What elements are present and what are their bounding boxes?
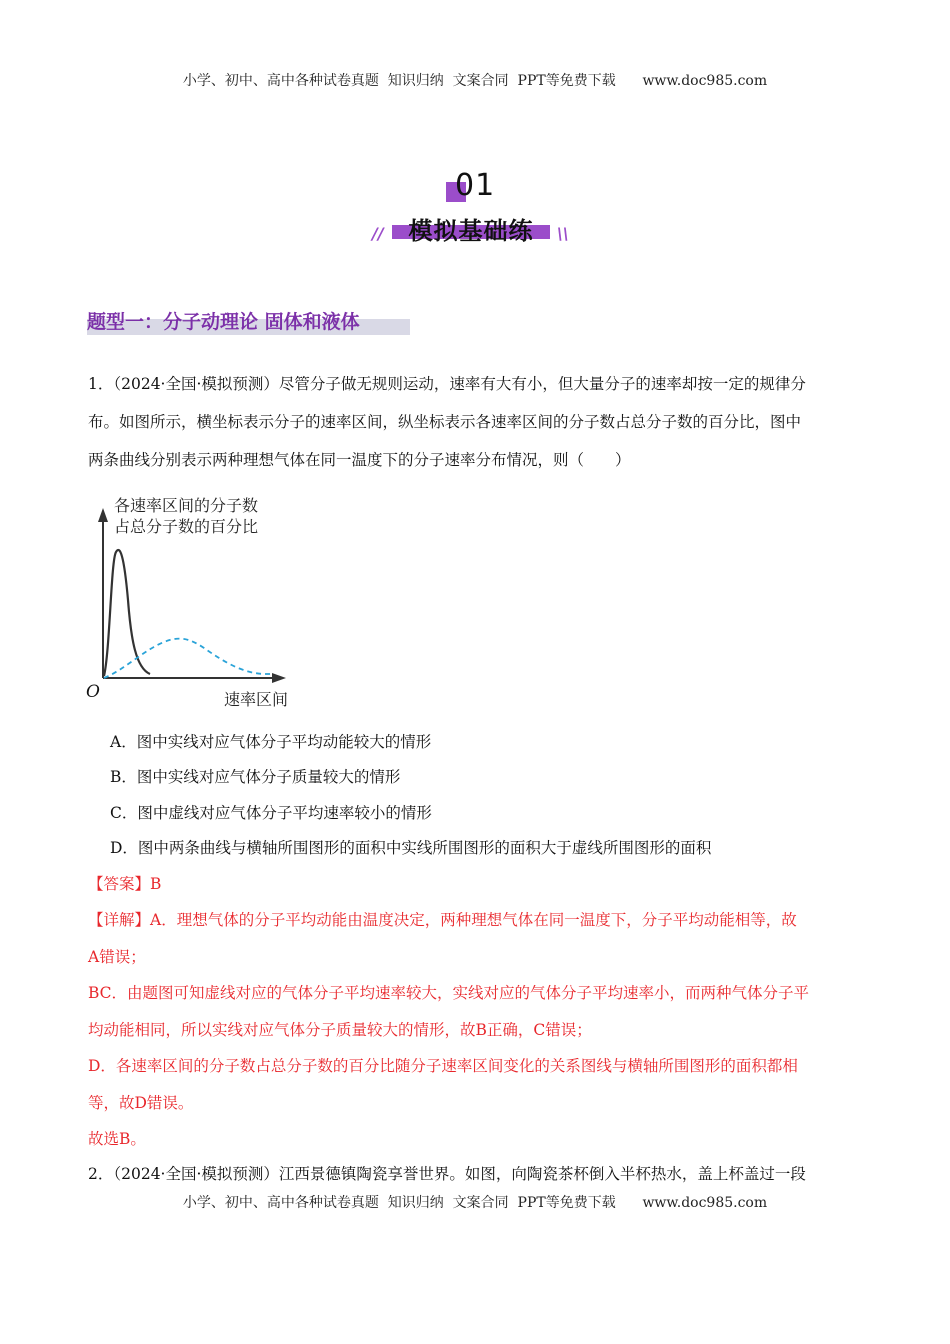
- header-text: 小学、初中、高中各种试卷真题 知识归纳 文案合同 PPT等免费下载: [182, 73, 616, 89]
- option-d: D．图中两条曲线与横轴所围图形的面积中实线所围图形的面积大于虚线所围图形的面积: [110, 839, 712, 857]
- badge-title-bar: [392, 211, 550, 245]
- figure-ylabel-line1: 各速率区间的分子数: [114, 496, 259, 515]
- footer-text: 小学、初中、高中各种试卷真题 知识归纳 文案合同 PPT等免费下载: [182, 1195, 616, 1211]
- badge-deco-left: //: [372, 224, 384, 243]
- explain-line5: D．各速率区间的分子数占总分子数的百分比随分子速率区间变化的关系图线与横轴所围图形的面积都相: [88, 1057, 798, 1075]
- figure-ylabel-line2: 占总分子数的百分比: [114, 517, 259, 536]
- q2-stem-line1: 2．（2024·全国·模拟预测）江西景德镇陶瓷享誉世界。如图，向陶瓷茶杯倒入半杯热水，盖上杯盖过一段: [88, 1165, 806, 1183]
- page-header: [0, 70, 950, 90]
- header-url[interactable]: www.doc985.com: [642, 73, 768, 89]
- figure-plot: [84, 490, 314, 715]
- q1-stem-line3: 两条曲线分别表示两种理想气体在同一温度下的分子速率分布情况，则（ ）: [88, 451, 631, 469]
- explain-line6: 等，故D错误。: [88, 1094, 194, 1112]
- figure-origin-label: O: [86, 682, 100, 702]
- explain-line7: 故选B。: [88, 1130, 146, 1148]
- footer-url[interactable]: www.doc985.com: [642, 1195, 768, 1211]
- explain-line1: 【详解】A．理想气体的分子平均动能由温度决定，两种理想气体在同一温度下，分子平均动能相等，故: [88, 911, 797, 929]
- badge-title: 模拟基础练: [408, 217, 534, 245]
- badge-number: 01: [455, 168, 496, 203]
- q1-stem-line2: 布。如图所示，横坐标表示分子的速率区间，纵坐标表示各速率区间的分子数占总分子数的百分比，图中: [88, 413, 802, 431]
- q1-stem-line1: 1．（2024·全国·模拟预测）尽管分子做无规则运动，速率有大有小，但大量分子的速率却按一定的规律分: [88, 375, 806, 393]
- badge-deco-right: \\: [557, 224, 569, 243]
- option-a: A．图中实线对应气体分子平均动能较大的情形: [110, 733, 432, 751]
- answer-text: 【答案】B: [88, 875, 162, 893]
- x-axis-arrow: [272, 673, 286, 683]
- speed-distribution-figure: [84, 490, 314, 715]
- option-b: B．图中实线对应气体分子质量较大的情形: [110, 768, 401, 786]
- option-c: C．图中虚线对应气体分子平均速率较小的情形: [110, 804, 432, 822]
- page-footer: [0, 1192, 950, 1212]
- explain-line2: A错误；: [88, 948, 146, 966]
- section-heading: [87, 307, 360, 333]
- dashed-curve: [104, 639, 272, 678]
- y-axis-arrow: [98, 508, 108, 522]
- explain-line3: BC．由题图可知虚线对应的气体分子平均速率较大，实线对应的气体分子平均速率小，而两种气体分子平: [88, 984, 810, 1002]
- section-title: 题型一：分子动理论 固体和液体: [87, 311, 360, 333]
- explain-line4: 均动能相同，所以实线对应气体分子质量较大的情形，故B正确，C错误；: [88, 1021, 592, 1039]
- solid-curve: [104, 550, 150, 676]
- figure-xlabel: 速率区间: [224, 690, 289, 709]
